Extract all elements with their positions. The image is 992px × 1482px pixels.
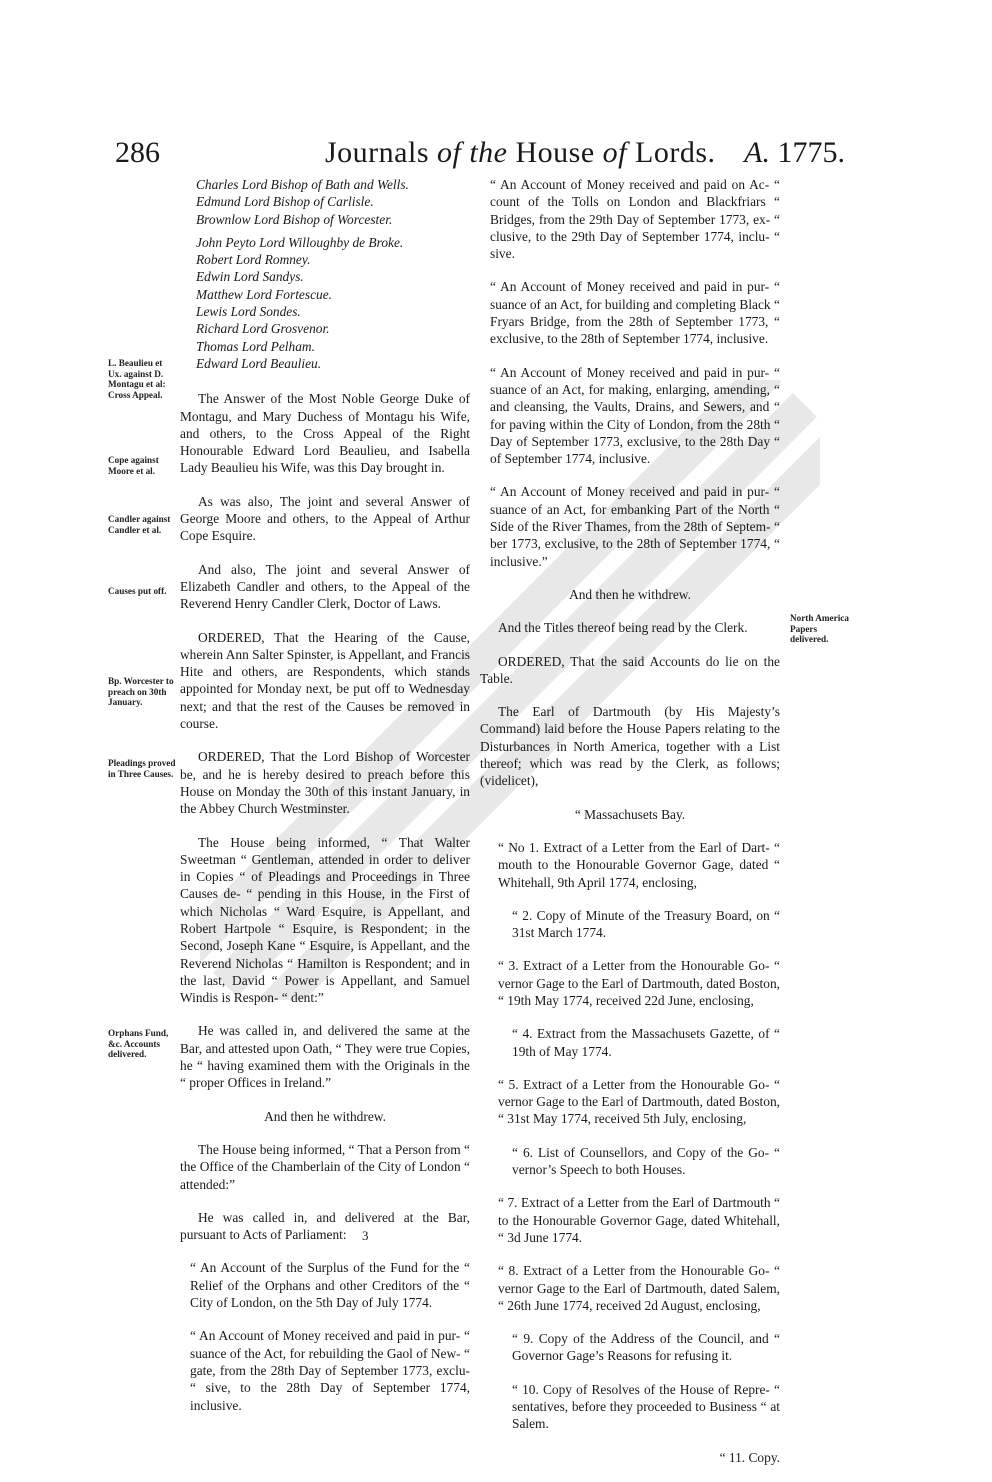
list-item: “ 5. Extract of a Letter from the Honourable Go- “ vernor Gage to the Earl of Dartmouth, dated Boston, “ 31st May 1774, received 5th July, enclosing, bbox=[498, 1076, 780, 1127]
lord-entry: Matthew Lord Fortescue. bbox=[196, 286, 332, 302]
paragraph-candler-answer: And also, The joint and several Answer of Elizabeth Candler and others, to the Appeal of the Reverend Henry Candler Clerk, Doctor of Laws. bbox=[180, 561, 470, 612]
paragraph-pleadings: The House being informed, “ That Walter Sweetman “ Gentleman, attended in order to deliver in Copies “ of Pleadings and Proceedings in Three Causes de- “ pending in this House, in the First of which Nicholas “ Ward Esquire, is Appellant, and Robert Hartpole “ Esquire, is Respondent; in the Second, Joseph Kane “ Esquire, is Appellant, and the Reverend Nicholas “ Hamilton is Respondent; and in the last, David “ Power is Appellant, and Samuel Windis is Respon- “ dent:” bbox=[180, 834, 470, 1006]
lord-entry: Brownlow Lord Bishop of Worcester. bbox=[196, 211, 393, 227]
margin-note-causes: Causes put off. bbox=[108, 586, 167, 596]
list-item: “ 2. Copy of Minute of the Treasury Board, on “ 31st March 1774. bbox=[512, 907, 780, 941]
lord-entry: Charles Lord Bishop of Bath and Wells. bbox=[196, 177, 409, 192]
paragraph-ordered-lie: ORDERED, That the said Accounts do lie on the Table. bbox=[480, 653, 780, 686]
margin-note-pleadings: Pleadings proved in Three Causes. bbox=[108, 758, 176, 779]
catchword: “ 11. Copy. bbox=[719, 1449, 780, 1465]
list-item: “ No 1. Extract of a Letter from the Earl of Dart- “ mouth to the Honourable Governor Gage, dated “ Whitehall, 9th April 1774, enclosing, bbox=[498, 839, 780, 890]
lord-entry: Edward Lord Beaulieu. bbox=[196, 355, 322, 371]
paragraph-called-in: He was called in, and delivered the same at the Bar, and attested upon Oath, “ They were true Copies, he “ having examined them with the Originals in the “ proper Offices in Ireland.” bbox=[180, 1023, 470, 1091]
right-column bbox=[480, 176, 780, 1482]
margin-note-north-america: North America Papers delivered. bbox=[790, 613, 849, 645]
paragraph-account-tolls: “ An Account of Money received and paid on Ac- “ count of the Tolls on London and Blackfriars “ Bridges, from the 29th Day of September 1773, ex- “ clusive, to the 29th Day of September 1774, inclu- “ sive. bbox=[490, 177, 780, 262]
margin-note-beaulieu: L. Beaulieu et Ux. against D. Montagu et al: Cross Appeal. bbox=[108, 358, 166, 400]
paragraph-account-blackfriars: “ An Account of Money received and paid in pur- “ suance of an Act, for building and completing Black “ Fryars Bridge, from the 28th of September 1773, “ exclusive, to the 28th of September 1774, inclusive. bbox=[490, 279, 780, 347]
list-item: “ 6. List of Counsellors, and Copy of the Go- “ vernor’s Speech to both Houses. bbox=[512, 1144, 780, 1178]
margin-note-worcester: Bp. Worcester to preach on 30th January. bbox=[108, 676, 174, 708]
folio-signature: 3 bbox=[362, 1228, 369, 1243]
paragraph-causes-put-off: ORDERED, That the Hearing of the Cause, wherein Ann Salter Spinster, is Appellant, and Francis Hite and others, are Respondents, which stands appointed for Monday next, be put off to Wednesday next; and that the rest of the Causes be removed in course. bbox=[180, 629, 470, 732]
running-title: Journals of the House of Lords. bbox=[325, 136, 716, 169]
list-item: “ 9. Copy of the Address of the Council, and “ Governor Gage’s Reasons for refusing it. bbox=[512, 1331, 780, 1364]
list-item: “ 3. Extract of a Letter from the Honourable Go- “ vernor Gage to the Earl of Dartmouth, dated Boston, “ 19th May 1774, received 22d June, enclosing, bbox=[498, 958, 780, 1008]
lord-entry: Richard Lord Grosvenor. bbox=[196, 321, 330, 337]
page-number: 286 bbox=[115, 136, 160, 169]
lord-entry: Edwin Lord Sandys. bbox=[196, 269, 304, 285]
year: A. 1775. bbox=[744, 136, 845, 169]
paragraph-account-thames: “ An Account of Money received and paid in pur- “ suance of an Act, for embanking Part of the North “ Side of the River Thames, from the 28th of Septem- “ ber 1773, exclusive, to the 28th of September 1774, “ inclusive.” bbox=[490, 484, 780, 569]
paragraph-called-in-2: He was called in, and delivered at the Bar, pursuant to Acts of Parliament: bbox=[180, 1209, 470, 1243]
list-item: “ 7. Extract of a Letter from the Earl of Dartmouth “ to the Honourable Governor Gage, dated Whitehall, “ 3d June 1774. bbox=[498, 1195, 780, 1245]
paragraph-withdrew-2: And then he withdrew. bbox=[569, 586, 691, 602]
paragraph-account-vaults: “ An Account of Money received and paid in pur- “ suance of an Act, for making, enlarging, amending, “ and cleansing, the Vaults, Drains, and Sewers, and “ for paving within the City of London, from the 28th “ Day of September 1773, exclusive, to the 28th Day “ of September 1774, inclusive. bbox=[490, 364, 780, 467]
paragraph-withdrew: And then he withdrew. bbox=[264, 1108, 386, 1124]
page-header bbox=[115, 136, 845, 176]
paragraph-account-orphans: “ An Account of the Surplus of the Fund for the “ Relief of the Orphans and other Creditors of the “ City of London, on the 5th Day of July 1774. bbox=[190, 1260, 470, 1311]
margin-note-orphans: Orphans Fund, &c. Accounts delivered. bbox=[108, 1028, 169, 1060]
paragraph-beaulieu-answer: The Answer of the Most Noble George Duke of Montagu, and Mary Duchess of Montagu his Wife, and others, to the Cross Appeal of the Right Honourable Edward Lord Beaulieu, and Isabella Lady Beaulieu his Wife, was this Day brought in. bbox=[180, 391, 470, 476]
lords-list bbox=[196, 176, 470, 372]
paragraph-worcester-preach: ORDERED, That the Lord Bishop of Worcester be, and he is hereby desired to preach before this House on Monday the 30th of this instant January, in the Abbey Church Westminster. bbox=[180, 749, 470, 817]
paragraph-orphans: The House being informed, “ That a Person from “ the Office of the Chamberlain of the City of London “ attended:” bbox=[180, 1141, 470, 1192]
list-item: “ 4. Extract from the Massachusets Gazette, of “ 19th of May 1774. bbox=[512, 1026, 780, 1059]
lord-entry: Thomas Lord Pelham. bbox=[196, 338, 315, 354]
margin-note-cope: Cope against Moore et al. bbox=[108, 455, 159, 476]
paragraph-cope-answer: As was also, The joint and several Answer of George Moore and others, to the Appeal of Arthur Cope Esquire. bbox=[180, 493, 470, 544]
paragraph-dartmouth-papers: The Earl of Dartmouth (by His Majesty’s Command) laid before the House Papers relating to the Disturbances in North America, together with a List thereof; which was read by the Clerk, as follows; (videlicet), bbox=[480, 704, 780, 789]
margin-note-candler: Candler against Candler et al. bbox=[108, 514, 171, 535]
list-item: “ 10. Copy of Resolves of the House of Repre- “ sentatives, before they proceeded to Business “ at Salem. bbox=[512, 1381, 780, 1432]
lord-entry: Lewis Lord Sondes. bbox=[196, 304, 301, 320]
list-item: “ 8. Extract of a Letter from the Honourable Go- “ vernor Gage to the Earl of Dartmouth, dated Salem, “ 26th June 1774, received 2d August, enclosing, bbox=[498, 1263, 780, 1313]
lord-entry: Edmund Lord Bishop of Carlisle. bbox=[196, 194, 374, 210]
paragraph-massachusets-heading: “ Massachusets Bay. bbox=[574, 806, 686, 822]
paragraph-account-newgate: “ An Account of Money received and paid in pur- “ suance of the Act, for rebuilding the Gaol of New- “ gate, from the 28th Day of September 1773, exclu- “ sive, to the 28th Day of September 1774, inclusive. bbox=[190, 1328, 470, 1413]
lord-entry: John Peyto Lord Willoughby de Broke. bbox=[196, 234, 404, 250]
lord-entry: Robert Lord Romney. bbox=[196, 252, 311, 268]
left-column bbox=[180, 176, 470, 1430]
paragraph-titles-read: And the Titles thereof being read by the Clerk. bbox=[498, 620, 748, 636]
